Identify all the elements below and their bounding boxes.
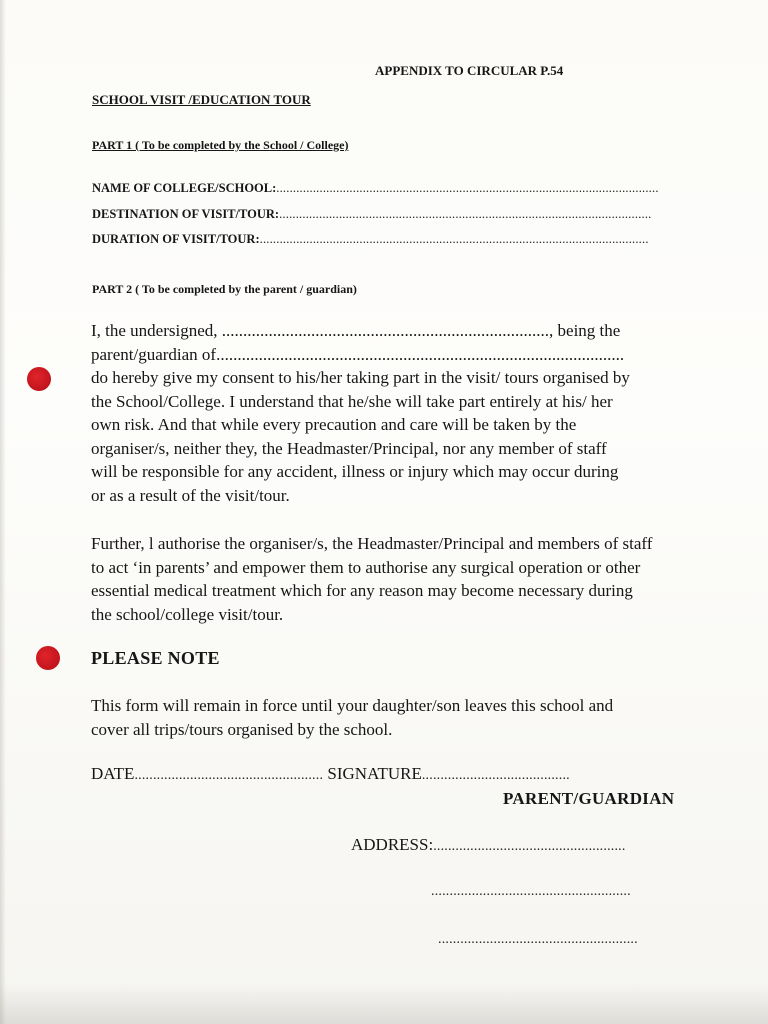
college-name-field <box>92 181 688 196</box>
note-line: This form will remain in force until your daughter/son leaves this school and <box>91 696 614 715</box>
authorise-line: Further, l authorise the organiser/s, the Headmaster/Principal and members of staff <box>91 534 653 553</box>
authorise-line: essential medical treatment which for any reason may become necessary during <box>91 581 633 600</box>
consent-paragraph <box>91 319 731 507</box>
destination-field <box>92 207 688 222</box>
duration-field <box>92 232 688 247</box>
consent-line: organiser/s, neither they, the Headmaster/Principal, nor any member of staff <box>91 438 607 458</box>
parent-guardian-label: PARENT/GUARDIAN <box>503 789 675 808</box>
consent-line: the School/College. I understand that he/she will take part entirely at his/ her <box>91 391 613 411</box>
field-blank: ..................................................................................................................... <box>259 232 649 246</box>
page-edge-shadow <box>0 0 6 1024</box>
authorise-line: to act ‘in parents’ and empower them to authorise any surgical operation or other <box>91 557 641 577</box>
date-signature-row <box>91 764 570 784</box>
please-note-heading: PLEASE NOTE <box>91 648 220 668</box>
page-bottom-shadow <box>0 984 768 1024</box>
consent-line: I, the undersigned, ............................................................................., being the <box>91 321 621 340</box>
consent-line: or as a result of the visit/tour. <box>91 485 290 505</box>
date-blank: ................................................... <box>134 768 324 783</box>
consent-line: own risk. And that while every precaution and care will be taken by the <box>91 415 577 434</box>
date-label: DATE <box>91 764 135 783</box>
field-blank: ................................................................................................................ <box>279 207 652 221</box>
punch-hole-marker <box>36 646 60 670</box>
part2-heading: PART 2 ( To be completed by the parent / guardian) <box>92 282 357 296</box>
field-label: DESTINATION OF VISIT/TOUR: <box>92 207 280 221</box>
consent-line: will be responsible for any accident, illness or injury which may occur during <box>91 462 619 481</box>
consent-line: parent/guardian of................................................................................................ <box>91 344 625 364</box>
signature-blank: ........................................ <box>421 768 570 783</box>
signature-label: SIGNATURE <box>327 764 422 783</box>
note-paragraph <box>91 694 731 741</box>
field-label: DURATION OF VISIT/TOUR: <box>92 232 260 246</box>
punch-hole-marker <box>27 367 51 391</box>
address-blank: .................................................... <box>433 839 626 854</box>
address-blank-line: ...................................................... <box>438 932 638 947</box>
address-blank-line: ...................................................... <box>431 884 631 899</box>
authorise-paragraph <box>91 532 731 626</box>
address-row <box>351 835 626 855</box>
authorise-line: the school/college visit/tour. <box>91 604 284 624</box>
consent-line: do hereby give my consent to his/her taking part in the visit/ tours organised by <box>91 368 630 387</box>
appendix-title: APPENDIX TO CIRCULAR P.54 <box>375 63 564 78</box>
field-label: NAME OF COLLEGE/SCHOOL: <box>92 181 277 195</box>
form-title: SCHOOL VISIT /EDUCATION TOUR <box>92 92 311 107</box>
address-label: ADDRESS: <box>351 835 434 854</box>
note-line: cover all trips/tours organised by the school. <box>91 719 393 739</box>
field-blank: ................................................................................................................... <box>276 181 659 195</box>
part1-heading: PART 1 ( To be completed by the School / College) <box>92 138 349 152</box>
